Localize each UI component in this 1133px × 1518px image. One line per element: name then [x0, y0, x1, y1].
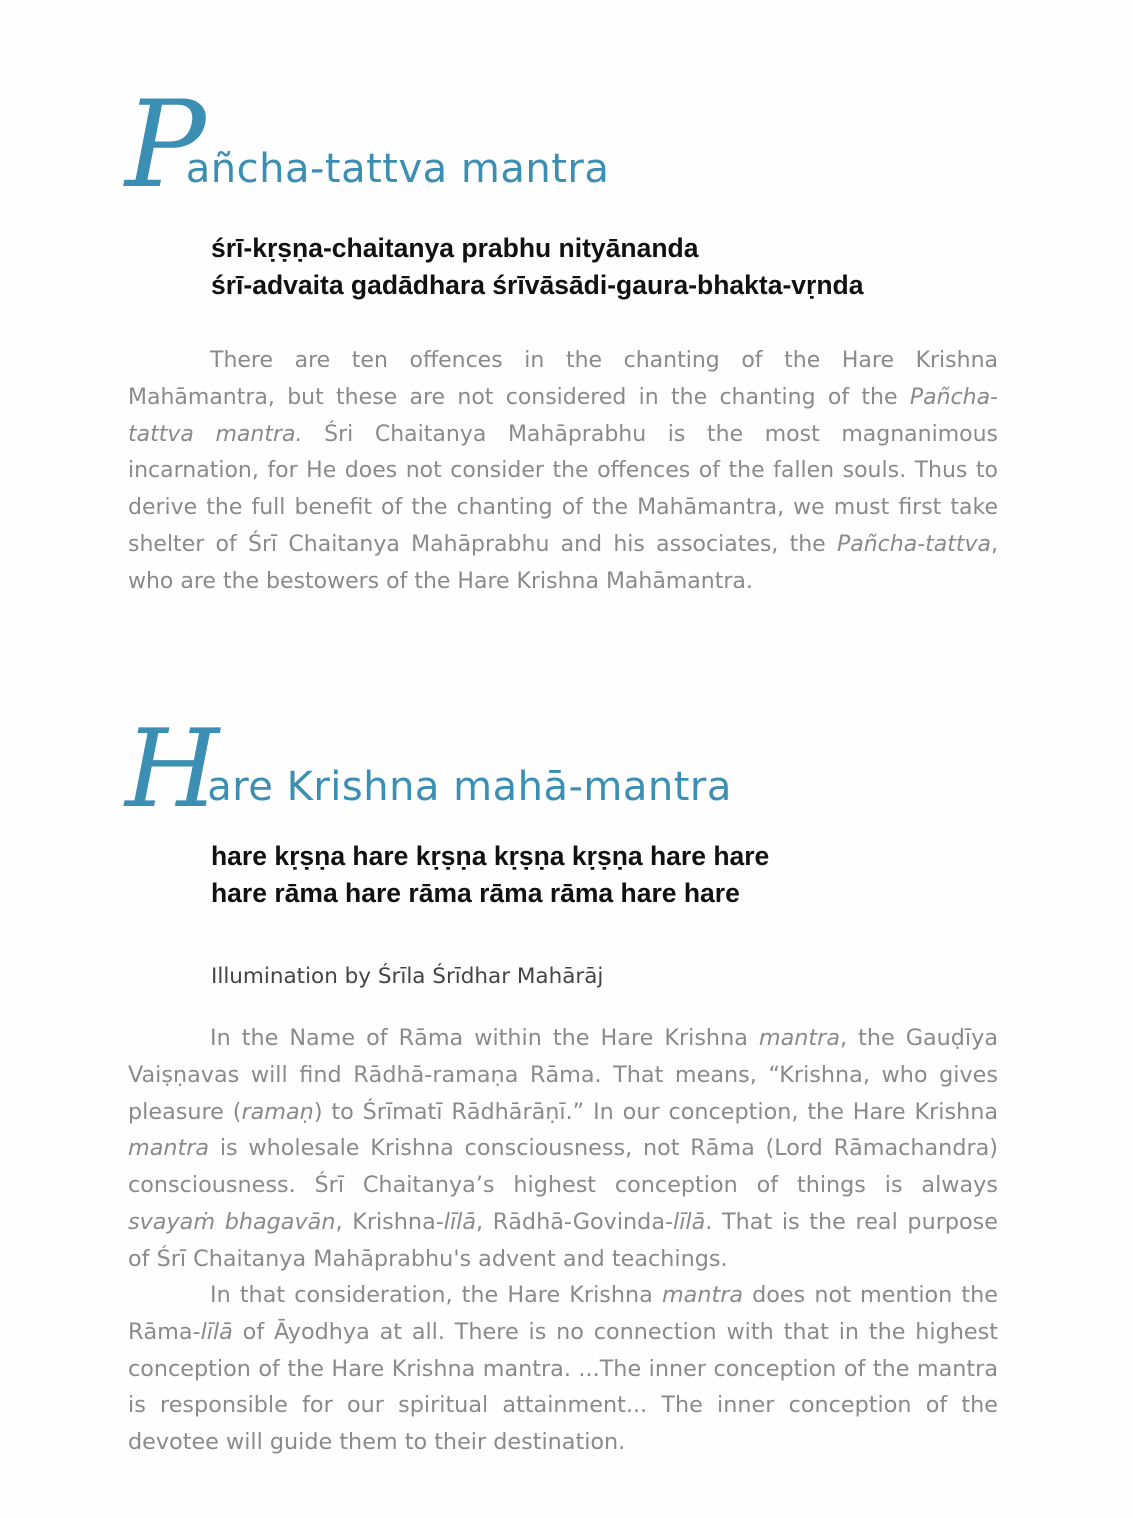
title-text: añcha-tattva mantra [185, 146, 610, 192]
maha-mantra-verse [211, 838, 769, 912]
verse-line: hare kṛṣṇa hare kṛṣṇa kṛṣṇa kṛṣṇa hare hare [211, 841, 770, 871]
illumination-byline: Illumination by Śrīla Śrīdhar Mahārāj [211, 964, 604, 989]
title-dropcap: H [125, 707, 220, 832]
illumination-paragraph-1: In the Name of Rāma within the Hare Krishna mantra, the Gauḍīya Vaiṣṇavas will find Rādhā-ramaṇa Rāma. That means, “Krishna, who gives pleasure (ramaṇ) to Śrīmatī Rādhārāṇī.” In our conception, the Hare Krishna mantra is wholesale Krishna consciousness, not Rāma (Lord Rāmachandra) consciousness. Śrī Chaitanya’s highest conception of things is always svayaṁ bhagavān, Krishna-līlā, Rādhā-Govinda-līlā. That is the real purpose of Śrī Chaitanya Mahāprabhu's advent and teachings. [128, 1025, 999, 1272]
verse-line: śrī-advaita gadādhara śrīvāsādi-gaura-bhakta-vṛnda [211, 270, 864, 300]
pancha-tattva-verse [211, 230, 863, 304]
title-text: are Krishna mahā-mantra [207, 764, 732, 810]
section-title-maha-mantra [125, 707, 732, 832]
pancha-tattva-paragraph: There are ten offences in the chanting of the Hare Krishna Mahāmantra, but these are not considered in the chanting of the Pañcha-tattva mantra. Śri Chaitanya Mahāprabhu is the most magnanimous incarnation, for He does not consider the offences of the fallen souls. Thus to derive the full benefit of the chanting of the Mahāmantra, we must first take shelter of Śrī Chaitanya Mahāprabhu and his associates, the Pañcha-tattva, who are the bestowers of the Hare Krishna Mahāmantra. [128, 348, 998, 594]
verse-line: śrī-kṛṣṇa-chaitanya prabhu nityānanda [211, 233, 699, 263]
verse-line: hare rāma hare rāma rāma rāma hare hare [211, 878, 740, 908]
illumination-paragraph-2: In that consideration, the Hare Krishna mantra does not mention the Rāma-līlā of Āyodhya at all. There is no connection with that in the highest conception of the Hare Krishna mantra. ...The inner conception of the mantra is responsible for our spiritual attainment... The inner conception of the devotee will guide them to their destination. [128, 1282, 998, 1456]
title-dropcap: P [125, 76, 206, 215]
section-title-pancha-tattva [125, 76, 610, 215]
